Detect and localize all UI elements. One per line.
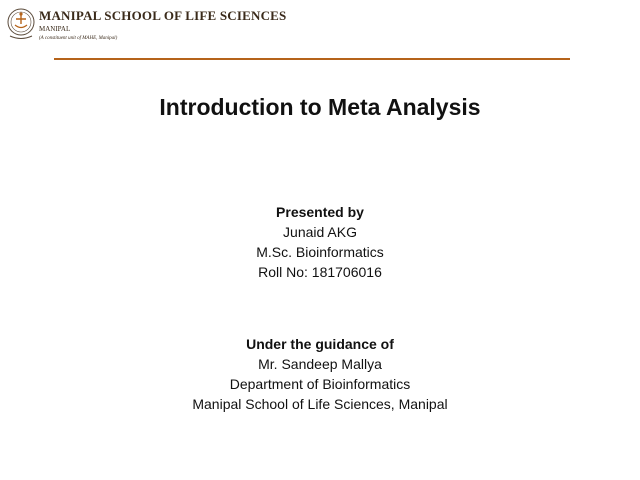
institution-seal-icon [6, 6, 36, 42]
guide-name: Mr. Sandeep Mallya [258, 356, 382, 372]
institution-header [6, 6, 286, 46]
institution-name: MANIPAL SCHOOL OF LIFE SCIENCES [39, 8, 287, 23]
presenter-program: M.Sc. Bioinformatics [256, 244, 384, 260]
institution-location: MANIPAL [39, 25, 71, 33]
presenter-heading: Presented by [276, 204, 364, 220]
slide-title: Introduction to Meta Analysis [159, 94, 481, 120]
presenter-roll: Roll No: 181706016 [258, 264, 382, 280]
institution-note: (A constituent unit of MAHE, Manipal) [39, 36, 118, 41]
presenter-name: Junaid AKG [283, 224, 357, 240]
header-divider [54, 58, 570, 60]
guide-institution: Manipal School of Life Sciences, Manipal [192, 396, 448, 412]
presenter-block [0, 202, 640, 282]
guidance-heading: Under the guidance of [246, 336, 394, 352]
guidance-block [0, 334, 640, 414]
institution-text [39, 6, 286, 41]
guide-department: Department of Bioinformatics [229, 376, 411, 392]
